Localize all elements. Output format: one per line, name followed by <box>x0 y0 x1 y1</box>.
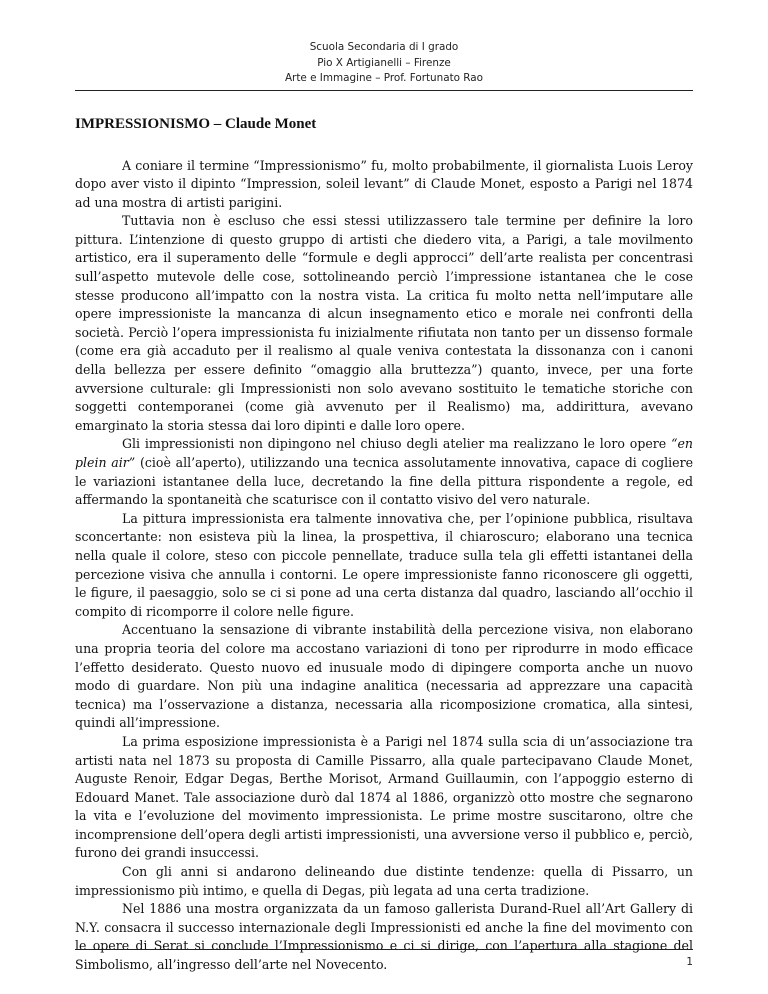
page-header <box>75 40 693 87</box>
paragraph-5: Accentuano la sensazione di vibrante instabilità della percezione visiva, non elaborano una propria teoria del colore ma accostano variazioni di tono per riprodurre in modo efficace l’effetto desiderato. Questo nuovo ed inusuale modo di dipingere comporta anche un nuovo modo di guardare. Non più una indagine analitica (necessaria ad apprezzare una capacità tecnica) ma l’osservazione a distanza, necessaria alla ricomposizione cromatica, alla sintesi, quindi all’impressione. <box>75 622 693 731</box>
document-body <box>75 157 693 975</box>
paragraph-3-start: Gli impressionisti non dipingono nel chiuso degli atelier ma realizzano le loro opere <box>122 436 672 452</box>
paragraph-7: Con gli anni si andarono delineando due distinte tendenze: quella di Pissarro, un impressionismo più intimo, e quella di Degas, più legata ad una certa tradizione. <box>75 864 693 898</box>
paragraph-3-italic: “en plein air” <box>75 436 693 470</box>
header-divider <box>75 90 693 91</box>
paragraph-6: La prima esposizione impressionista è a Parigi nel 1874 sulla scia di un’associazione tra artisti nata nel 1873 su proposta di Camille Pissarro, alla quale partecipavano Claude Monet, Auguste Renoir, Edgar Degas, Berthe Morisot, Armand Guillaumin, con l’appoggio esterno di Edouard Manet. Tale associazione durò dal 1874 al 1886, organizzò otto mostre che segnarono la vita e l’evoluzione del movimento impressionista. Le prime mostre suscitarono, oltre che incomprensione dell’opera degli artisti impressionisti, una avversione verso il pubblico e, perciò, furono dei grandi insuccessi. <box>75 733 693 861</box>
paragraph-1: A coniare il termine “Impressionismo” fu, molto probabilmente, il giornalista Luois Leroy dopo aver visto il dipinto “Impression, soleil levant” di Claude Monet, esposto a Parigi nel 1874 ad una mostra di artisti parigini. <box>75 157 693 210</box>
paragraph-8: Nel 1886 una mostra organizzata da un famoso gallerista Durand-Ruel all’Art Gallery di N.Y. consacra il successo internazionale degli Impressionisti ed anche la fine del movimento con le opere di Serat si conclude l’Impressionismo e ci si dirige, con l’apertura alla stagione del Simbolismo, all’ingresso dell’arte nel Novecento. <box>75 901 693 973</box>
document-title: IMPRESSIONISMO – Claude Monet <box>75 115 317 132</box>
header-school: Scuola Secondaria di I grado <box>309 41 459 53</box>
paragraph-4: La pittura impressionista era talmente innovativa che, per l’opinione pubblica, risultava sconcertante: non esisteva più la linea, la prospettiva, il chiaroscuro; elaborano una tecnica nella quale il colore, steso con piccole pennellate, traduce sulla tela gli effetti istantanei della percezione visiva che annulla i contorni. Le opere impressioniste fanno riconoscere gli oggetti, le figure, il paesaggio, solo se ci si pone ad una certa distanza dal quadro, lasciando all’occhio il compito di ricomporre il colore nelle figure. <box>75 510 693 619</box>
header-institute: Pio X Artigianelli – Firenze <box>317 56 451 69</box>
paragraph-3 <box>75 435 693 509</box>
paragraph-2: Tuttavia non è escluso che essi stessi utilizzassero tale termine per definire la loro pittura. L’intenzione di questo gruppo di artisti che diedero vita, a Parigi, a tale movilmento artistico, era il superamento delle “formule e degli approcci” dell’arte realista per concentrasi sull’aspetto mutevole delle cose, sottolineando perciò l’impressione istantanea che le cose stesse producono all’impatto con la nostra vista. La critica fu molto netta nell’imputare alle opere impressioniste la mancanza di alcun insegnamento etico e morale nei confronti della società. Perciò l’opera impressionista fu inizialmente rifiutata non tanto per un dissenso formale (come era già accaduto per il realismo al quale veniva contestata la dissonanza con i canoni della bellezza per essere definito “omaggio alla bruttezza”) quanto, invece, per una forte avversione culturale: gli Impressionisti non solo avevano sostituito le tematiche storiche con soggetti contemporanei (come già avvenuto per il Realismo) ma, addirittura, avevano emarginato la storia stessa dai loro dipinti e dalle loro opere. <box>75 213 693 433</box>
footer-divider <box>75 949 693 950</box>
header-course: Arte e Immagine – Prof. Fortunato Rao <box>284 72 484 84</box>
paragraph-3-end: (cioè all’aperto), utilizzando una tecnica assolutamente innovativa, capace di cogliere le variazioni istantanee della luce, decretando la fine della pittura rispondente a regole, ed affermando la spontaneità che scaturisce con il contatto visivo del vero naturale. <box>75 455 693 508</box>
page-number: 1 <box>686 956 693 968</box>
